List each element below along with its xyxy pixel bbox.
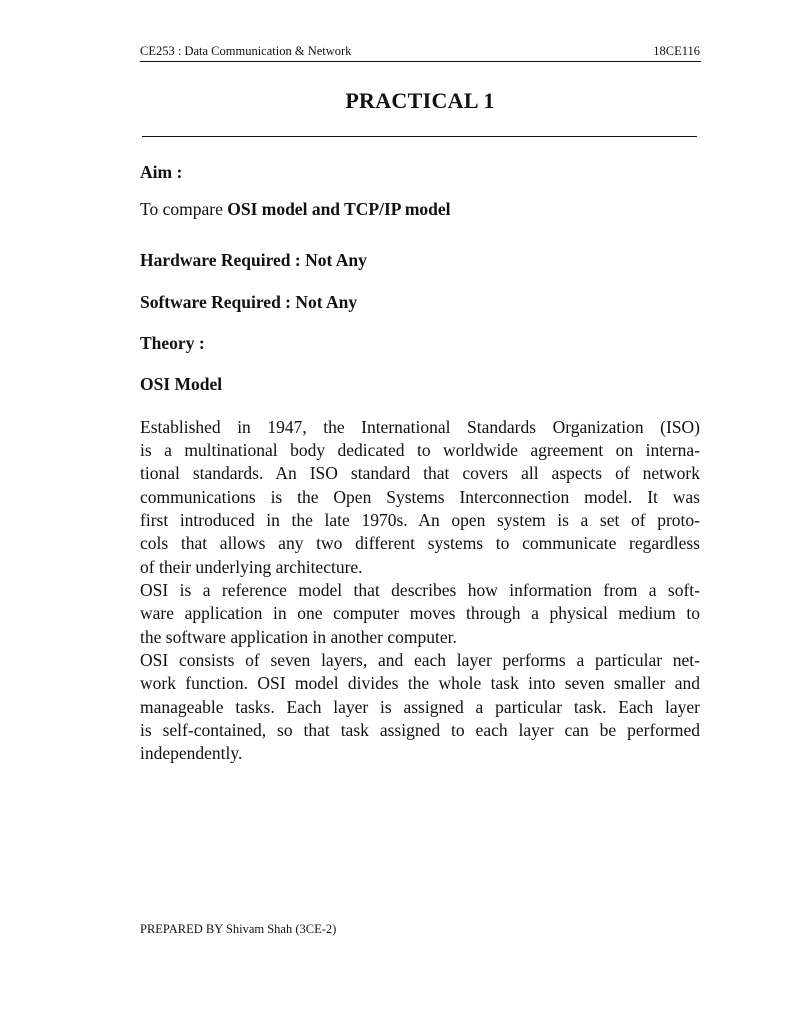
theory-heading: Theory : [140,333,205,353]
text-line: tional standards. An ISO standard that covers all aspects of network [140,463,700,483]
text-line: of their underlying architecture. [140,557,363,577]
aim-heading: Aim : [140,162,183,182]
text-line: OSI is a reference model that describes how information from a soft- [140,580,700,600]
page-title: PRACTICAL 1 [345,88,495,113]
text-line: cols that allows any two different systems to communicate regardless [140,533,700,553]
text-line: work function. OSI model divides the whole task into seven smaller and [140,673,700,693]
course-title: CE253 : Data Communication & Network [140,44,352,58]
hardware-required: Hardware Required : Not Any [140,250,367,270]
text-line: communications is the Open Systems Interconnection model. It was [140,487,700,507]
osi-model-heading: OSI Model [140,374,223,394]
title-rule [142,136,697,137]
text-line: is a multinational body dedicated to worldwide agreement on interna- [140,440,700,460]
header-rule [140,61,701,62]
aim-text [140,199,451,220]
text-line: manageable tasks. Each layer is assigned a particular task. Each layer [140,697,700,717]
aim-text-prefix: To compare [140,199,228,219]
text-line: independently. [140,743,243,763]
student-id: 18CE116 [653,44,700,58]
aim-text-bold: OSI model and TCP/IP model [227,199,451,219]
prepared-by-footer: PREPARED BY Shivam Shah (3CE-2) [140,922,337,936]
text-line: Established in 1947, the International Standards Organization (ISO) [140,417,700,437]
text-line: first introduced in the late 1970s. An open system is a set of proto- [140,510,700,530]
text-line: OSI consists of seven layers, and each layer performs a particular net- [140,650,700,670]
text-line: the software application in another computer. [140,627,457,647]
software-required: Software Required : Not Any [140,292,358,312]
text-line: ware application in one computer moves through a physical medium to [140,603,700,623]
running-header [140,44,700,60]
text-line: is self-contained, so that task assigned to each layer can be performed [140,720,700,740]
